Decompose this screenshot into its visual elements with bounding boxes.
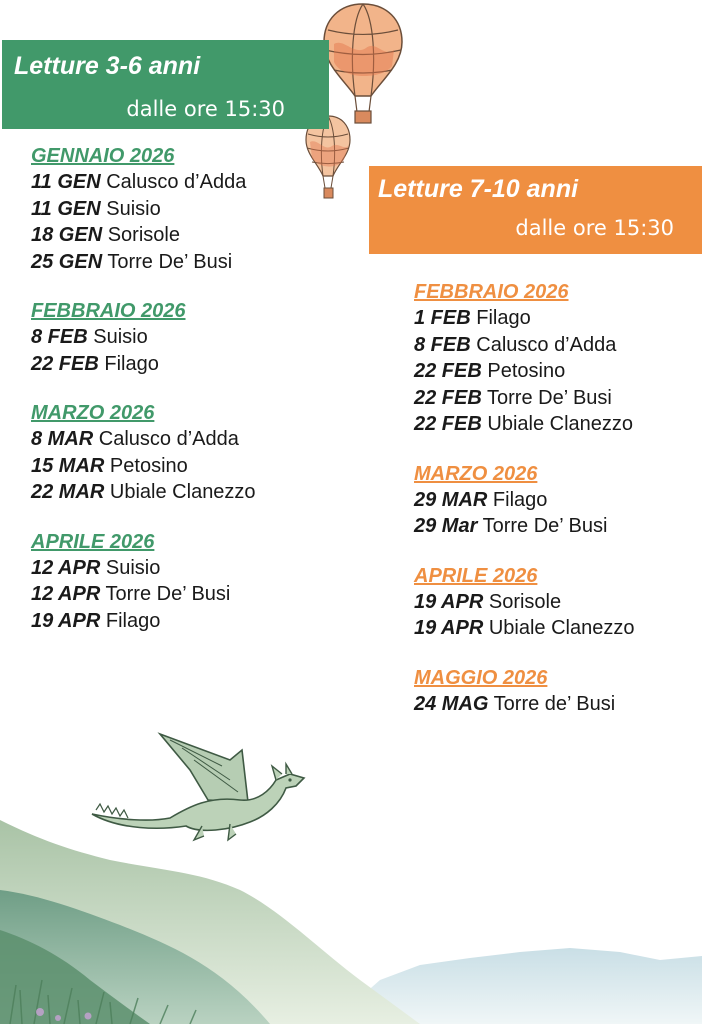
entry-place: Sorisole — [107, 224, 180, 246]
entry-date: 12 APR — [31, 583, 101, 605]
entry-place: Filago — [104, 352, 159, 375]
entry-place: Calusco d’Adda — [98, 428, 239, 450]
entry-date: 22 FEB — [31, 352, 99, 375]
entry-place: Torre de’ Busi — [493, 692, 616, 715]
dragon — [90, 730, 310, 850]
banner-title: Letture 7-10 anni — [378, 175, 579, 203]
schedule-entry — [31, 324, 256, 351]
month-group — [414, 665, 635, 718]
entry-date: 22 MAR — [31, 481, 105, 503]
month-heading: APRILE 2026 — [31, 530, 155, 553]
month-heading: FEBBRAIO 2026 — [414, 281, 569, 303]
entry-date: 22 FEB — [414, 386, 482, 409]
entry-place: Calusco d’Adda — [476, 333, 617, 356]
schedule-entry — [31, 196, 256, 223]
entry-place: Petosino — [109, 454, 188, 477]
schedule-entry — [414, 487, 635, 514]
banner-time: dalle ore 15:30 — [515, 216, 674, 240]
entry-date: 8 FEB — [414, 333, 471, 356]
schedule-entry — [414, 385, 635, 412]
schedule-entry — [31, 479, 256, 506]
entry-date: 11 GEN — [31, 197, 101, 220]
entry-date: 19 APR — [414, 590, 484, 613]
hot-air-balloon-large — [322, 0, 404, 126]
banner-title: Letture 3-6 anni — [14, 52, 201, 80]
entry-place: Suisio — [106, 197, 161, 220]
month-heading: APRILE 2026 — [414, 564, 538, 587]
banner-letture-3-6 — [2, 40, 329, 129]
entry-place: Filago — [492, 488, 548, 511]
entry-place: Torre De’ Busi — [482, 515, 608, 537]
schedule-entry — [31, 608, 256, 635]
entry-place: Filago — [476, 307, 531, 329]
schedule-entry — [31, 581, 256, 608]
month-group — [31, 298, 256, 377]
month-heading: MARZO 2026 — [31, 402, 155, 424]
entry-place: Ubiale Clanezzo — [109, 481, 256, 503]
month-group — [31, 400, 256, 506]
entry-date: 24 MAG — [414, 692, 489, 715]
month-heading: MAGGIO 2026 — [414, 666, 548, 689]
entry-place: Sorisole — [488, 590, 562, 613]
month-heading: FEBBRAIO 2026 — [31, 300, 186, 322]
schedule-entry — [414, 358, 635, 385]
entry-place: Torre De’ Busi — [107, 250, 233, 273]
entry-date: 8 FEB — [31, 326, 88, 348]
entry-date: 29 MAR — [414, 488, 488, 511]
entry-place: Ubiale Clanezzo — [488, 617, 635, 639]
entry-date: 18 GEN — [31, 224, 103, 246]
schedule-entry — [31, 222, 256, 249]
schedule-entry — [414, 332, 635, 359]
entry-place: Calusco d’Adda — [106, 171, 247, 193]
entry-date: 11 GEN — [31, 171, 101, 193]
schedule-entry — [31, 555, 256, 582]
schedule-entry — [31, 351, 256, 378]
entry-place: Suisio — [105, 556, 161, 579]
entry-date: 22 FEB — [414, 413, 482, 435]
month-heading: GENNAIO 2026 — [31, 145, 175, 167]
schedule-entry — [31, 426, 256, 453]
month-group — [414, 563, 635, 642]
entry-date: 1 FEB — [414, 307, 471, 329]
entry-date: 25 GEN — [31, 250, 103, 273]
entry-date: 19 APR — [31, 609, 101, 632]
entry-date: 15 MAR — [31, 454, 105, 477]
schedule-7-10 — [414, 279, 635, 740]
entry-place: Petosino — [487, 360, 566, 382]
month-group — [31, 529, 256, 635]
entry-place: Ubiale Clanezzo — [487, 413, 634, 435]
month-group — [414, 279, 635, 438]
entry-date: 12 APR — [31, 556, 101, 579]
schedule-entry — [414, 615, 635, 642]
banner-time: dalle ore 15:30 — [126, 97, 285, 121]
banner-letture-7-10 — [369, 166, 702, 254]
schedule-entry — [414, 513, 635, 540]
entry-place: Filago — [105, 609, 161, 632]
entry-date: 19 APR — [414, 617, 484, 639]
entry-place: Torre De’ Busi — [105, 583, 231, 605]
schedule-entry — [414, 305, 635, 332]
month-group — [414, 461, 635, 540]
entry-date: 29 Mar — [414, 515, 478, 537]
schedule-entry — [31, 249, 256, 276]
schedule-entry — [31, 453, 256, 480]
month-group — [31, 143, 256, 275]
entry-date: 22 FEB — [414, 360, 482, 382]
schedule-entry — [414, 589, 635, 616]
schedule-entry — [31, 169, 256, 196]
entry-date: 8 MAR — [31, 428, 94, 450]
entry-place: Suisio — [93, 326, 148, 348]
month-heading: MARZO 2026 — [414, 462, 538, 485]
entry-place: Torre De’ Busi — [487, 386, 612, 409]
schedule-entry — [414, 411, 635, 438]
schedule-entry — [414, 691, 635, 718]
schedule-3-6 — [31, 143, 256, 657]
